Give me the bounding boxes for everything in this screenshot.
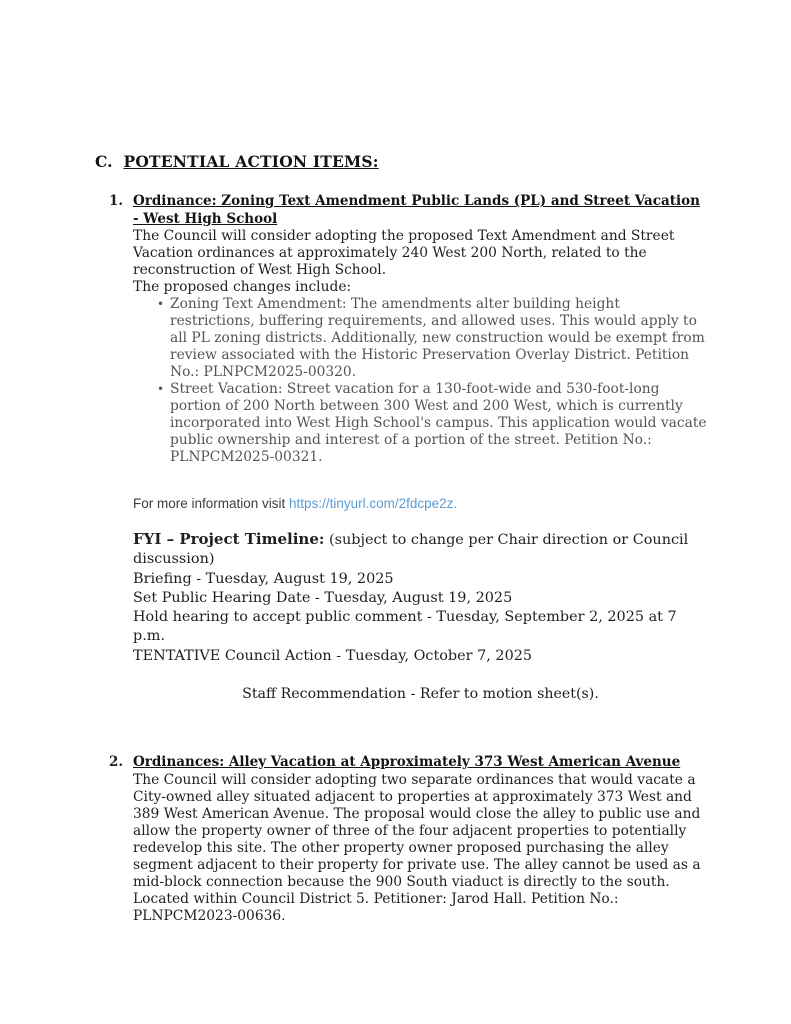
changes-lead: The proposed changes include: (133, 279, 352, 295)
timeline-briefing: Briefing - Tuesday, August 19, 2025 (133, 570, 394, 587)
staff-recommendation: Staff Recommendation - Refer to motion sheet(s). (242, 686, 599, 703)
fyi-note: (subject to change per Chair direction or Council discussion) (133, 532, 689, 568)
bullet-list (133, 296, 708, 466)
more-info-suffix: . (453, 496, 458, 511)
section-title: POTENTIAL ACTION ITEMS: (123, 152, 379, 171)
item-title: Ordinances: Alley Vacation at Approximately 373 West American Avenue (133, 754, 681, 771)
item-content (133, 193, 708, 703)
item-number: 2. (109, 754, 124, 771)
bullet-item: • Zoning Text Amendment: The amendments alter building height restrictions, buffering requirements, and allowed uses. This would apply to all PL zoning districts. Additionally, new construction would be exempt from review associated with the Historic Preservation Overlay District. Petition No.: PLNPCM2025-00320. (170, 296, 708, 381)
item-number: 1. (109, 193, 124, 209)
timeline-hold-hearing: Hold hearing to accept public comment - Tuesday, September 2, 2025 at 7 p.m. (133, 609, 677, 645)
item-intro: The Council will consider adopting two separate ordinances that would vacate a City-owned alley situated adjacent to properties at approximately 373 West and 389 West American Avenue. The proposal would close the alley to public use and allow the property owner of three of the four adjacent properties to potentially redevelop this site. The other property owner proposed purchasing the alley segment adjacent to their property for private use. The alley cannot be used as a mid-block connection because the 900 South viaduct is directly to the south. Located within Council District 5. Petitioner: Jarod Hall. Petition No.: PLNPCM2023-00636. (133, 771, 701, 924)
project-timeline (133, 570, 708, 666)
timeline-council-action: TENTATIVE Council Action - Tuesday, October 7, 2025 (133, 647, 533, 664)
agenda-item-2 (95, 754, 771, 925)
agenda-item-1 (95, 193, 771, 703)
section-label: C. (95, 152, 113, 171)
fyi-line (133, 530, 708, 570)
item-title: Ordinance: Zoning Text Amendment Public Lands (PL) and Street Vacation - West High School (133, 193, 700, 227)
item-content (133, 754, 708, 925)
section-heading (95, 153, 771, 171)
more-info-prefix: For more information visit (133, 496, 290, 511)
timeline-set-hearing-date: Set Public Hearing Date - Tuesday, August 19, 2025 (133, 589, 513, 606)
more-info-link[interactable]: https://tinyurl.com/2fdcpe2z (289, 496, 454, 511)
item-intro: The Council will consider adopting the proposed Text Amendment and Street Vacation ordinances at approximately 240 West 200 North, related to the reconstruction of West High School. (133, 228, 675, 278)
fyi-label: FYI – Project Timeline: (133, 530, 325, 548)
more-info-line (133, 495, 708, 512)
bullet-item: • Street Vacation: Street vacation for a 130-foot-wide and 530-foot-long portion of 200 North between 300 West and 200 West, which is currently incorporated into West High School's campus. This application would vacate public ownership and interest of a portion of the street. Petition No.: PLNPCM2025-00321. (170, 381, 708, 466)
